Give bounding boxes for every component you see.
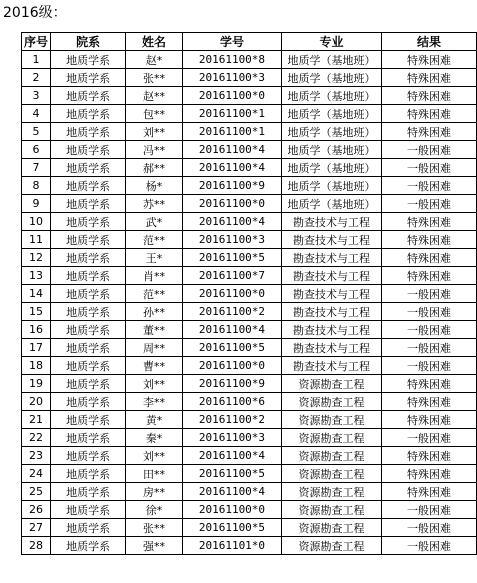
- table-row: [22, 411, 477, 429]
- cell-major: 地质学（基地班）: [282, 141, 382, 159]
- cell-result: 一般困难: [381, 339, 476, 357]
- header-student-id: 学号: [182, 33, 281, 51]
- cell-result: 一般困难: [381, 501, 476, 519]
- cell-major: 地质学（基地班）: [282, 159, 382, 177]
- cell-name: 赵**: [126, 87, 182, 105]
- cell-result: 一般困难: [381, 141, 476, 159]
- cell-student-id: 20161100*4: [182, 321, 281, 339]
- cell-result: 特殊困难: [381, 267, 476, 285]
- cell-name: 杨*: [126, 177, 182, 195]
- cell-index: 23: [22, 447, 51, 465]
- cell-index: 15: [22, 303, 51, 321]
- cell-student-id: 20161100*0: [182, 357, 281, 375]
- cell-name: 王*: [126, 249, 182, 267]
- table-row: [22, 447, 477, 465]
- cell-result: 特殊困难: [381, 213, 476, 231]
- cell-index: 17: [22, 339, 51, 357]
- cell-result: 一般困难: [381, 519, 476, 537]
- cell-department: 地质学系: [50, 195, 125, 213]
- cell-major: 勘查技术与工程: [282, 213, 382, 231]
- cell-student-id: 20161100*6: [182, 393, 281, 411]
- cell-result: 一般困难: [381, 177, 476, 195]
- cell-result: 特殊困难: [381, 105, 476, 123]
- table-row: [22, 69, 477, 87]
- table-row: [22, 267, 477, 285]
- cell-department: 地质学系: [50, 123, 125, 141]
- cell-name: 张**: [126, 519, 182, 537]
- table-row: [22, 51, 477, 69]
- header-index: 序号: [22, 33, 51, 51]
- cell-major: 资源勘查工程: [282, 465, 382, 483]
- cell-name: 武*: [126, 213, 182, 231]
- cell-major: 勘查技术与工程: [282, 303, 382, 321]
- cell-name: 李**: [126, 393, 182, 411]
- cell-index: 11: [22, 231, 51, 249]
- cell-department: 地质学系: [50, 87, 125, 105]
- cell-index: 18: [22, 357, 51, 375]
- cell-major: 资源勘查工程: [282, 429, 382, 447]
- cell-result: 一般困难: [381, 285, 476, 303]
- cell-major: 资源勘查工程: [282, 447, 382, 465]
- table-row: [22, 249, 477, 267]
- cell-major: 地质学（基地班）: [282, 177, 382, 195]
- cell-department: 地质学系: [50, 339, 125, 357]
- cell-result: 特殊困难: [381, 411, 476, 429]
- table-row: [22, 375, 477, 393]
- cell-result: 特殊困难: [381, 51, 476, 69]
- cell-index: 13: [22, 267, 51, 285]
- cell-name: 强**: [126, 537, 182, 555]
- table-row: [22, 465, 477, 483]
- cell-name: 刘**: [126, 447, 182, 465]
- cell-result: 一般困难: [381, 321, 476, 339]
- cell-result: 一般困难: [381, 537, 476, 555]
- table-row: [22, 519, 477, 537]
- cell-department: 地质学系: [50, 393, 125, 411]
- cell-student-id: 20161100*0: [182, 195, 281, 213]
- table-row: [22, 429, 477, 447]
- cell-name: 房**: [126, 483, 182, 501]
- cell-department: 地质学系: [50, 159, 125, 177]
- table-row: [22, 303, 477, 321]
- cell-student-id: 20161100*0: [182, 87, 281, 105]
- table-row: [22, 141, 477, 159]
- cell-name: 赵*: [126, 51, 182, 69]
- cell-name: 苏**: [126, 195, 182, 213]
- cell-index: 7: [22, 159, 51, 177]
- table-row: [22, 393, 477, 411]
- cell-department: 地质学系: [50, 303, 125, 321]
- cell-department: 地质学系: [50, 177, 125, 195]
- cell-name: 周**: [126, 339, 182, 357]
- table-body: [22, 51, 477, 555]
- cell-department: 地质学系: [50, 357, 125, 375]
- cell-student-id: 20161100*5: [182, 519, 281, 537]
- cell-name: 曹**: [126, 357, 182, 375]
- cell-student-id: 20161100*5: [182, 465, 281, 483]
- cell-student-id: 20161100*3: [182, 231, 281, 249]
- cell-index: 16: [22, 321, 51, 339]
- cell-major: 勘查技术与工程: [282, 321, 382, 339]
- cell-department: 地质学系: [50, 537, 125, 555]
- cell-name: 肖**: [126, 267, 182, 285]
- cell-student-id: 20161100*4: [182, 141, 281, 159]
- cell-department: 地质学系: [50, 465, 125, 483]
- cell-index: 6: [22, 141, 51, 159]
- cell-department: 地质学系: [50, 267, 125, 285]
- cell-result: 特殊困难: [381, 249, 476, 267]
- cell-result: 特殊困难: [381, 447, 476, 465]
- table-row: [22, 537, 477, 555]
- cell-department: 地质学系: [50, 411, 125, 429]
- cell-student-id: 20161101*0: [182, 537, 281, 555]
- table-header-row: [22, 33, 477, 51]
- cell-major: 勘查技术与工程: [282, 339, 382, 357]
- table-row: [22, 177, 477, 195]
- cell-name: 黄*: [126, 411, 182, 429]
- table-row: [22, 231, 477, 249]
- cell-major: 勘查技术与工程: [282, 357, 382, 375]
- cell-department: 地质学系: [50, 519, 125, 537]
- cell-student-id: 20161100*3: [182, 69, 281, 87]
- cell-major: 勘查技术与工程: [282, 231, 382, 249]
- header-department: 院系: [50, 33, 125, 51]
- cell-index: 27: [22, 519, 51, 537]
- table-row: [22, 195, 477, 213]
- cell-department: 地质学系: [50, 285, 125, 303]
- cell-name: 范**: [126, 231, 182, 249]
- header-major: 专业: [282, 33, 382, 51]
- table-row: [22, 339, 477, 357]
- cell-result: 特殊困难: [381, 465, 476, 483]
- cell-result: 特殊困难: [381, 483, 476, 501]
- cell-department: 地质学系: [50, 141, 125, 159]
- cell-student-id: 20161100*2: [182, 303, 281, 321]
- cell-department: 地质学系: [50, 69, 125, 87]
- cell-index: 24: [22, 465, 51, 483]
- cell-student-id: 20161100*8: [182, 51, 281, 69]
- cell-major: 勘查技术与工程: [282, 285, 382, 303]
- cell-result: 一般困难: [381, 357, 476, 375]
- cell-name: 张**: [126, 69, 182, 87]
- table-row: [22, 123, 477, 141]
- cell-name: 郝**: [126, 159, 182, 177]
- cell-department: 地质学系: [50, 249, 125, 267]
- table-row: [22, 321, 477, 339]
- cell-major: 勘查技术与工程: [282, 249, 382, 267]
- cell-name: 秦*: [126, 429, 182, 447]
- cell-major: 地质学（基地班）: [282, 105, 382, 123]
- cell-student-id: 20161100*9: [182, 177, 281, 195]
- cell-major: 地质学（基地班）: [282, 87, 382, 105]
- cell-major: 地质学（基地班）: [282, 69, 382, 87]
- cell-index: 12: [22, 249, 51, 267]
- cell-student-id: 20161100*4: [182, 159, 281, 177]
- cell-major: 资源勘查工程: [282, 501, 382, 519]
- header-name: 姓名: [126, 33, 182, 51]
- cell-result: 一般困难: [381, 195, 476, 213]
- cell-result: 特殊困难: [381, 87, 476, 105]
- cell-index: 9: [22, 195, 51, 213]
- table-row: [22, 105, 477, 123]
- cell-student-id: 20161100*1: [182, 105, 281, 123]
- cell-student-id: 20161100*0: [182, 285, 281, 303]
- cell-student-id: 20161100*4: [182, 447, 281, 465]
- cell-department: 地质学系: [50, 321, 125, 339]
- cell-result: 特殊困难: [381, 123, 476, 141]
- cell-major: 资源勘查工程: [282, 483, 382, 501]
- cell-index: 10: [22, 213, 51, 231]
- cell-student-id: 20161100*9: [182, 375, 281, 393]
- cell-student-id: 20161100*0: [182, 501, 281, 519]
- cell-index: 14: [22, 285, 51, 303]
- cell-name: 范**: [126, 285, 182, 303]
- cell-student-id: 20161100*4: [182, 213, 281, 231]
- cell-result: 特殊困难: [381, 375, 476, 393]
- cell-student-id: 20161100*3: [182, 429, 281, 447]
- cell-result: 特殊困难: [381, 231, 476, 249]
- cell-major: 资源勘查工程: [282, 537, 382, 555]
- cell-department: 地质学系: [50, 447, 125, 465]
- cell-department: 地质学系: [50, 231, 125, 249]
- cell-major: 地质学（基地班）: [282, 195, 382, 213]
- cell-name: 徐*: [126, 501, 182, 519]
- cell-major: 资源勘查工程: [282, 375, 382, 393]
- cell-major: 资源勘查工程: [282, 519, 382, 537]
- cell-name: 刘**: [126, 123, 182, 141]
- header-result: 结果: [381, 33, 476, 51]
- cell-student-id: 20161100*5: [182, 339, 281, 357]
- cell-name: 孙**: [126, 303, 182, 321]
- cell-index: 25: [22, 483, 51, 501]
- cell-index: 2: [22, 69, 51, 87]
- cell-index: 8: [22, 177, 51, 195]
- table-row: [22, 159, 477, 177]
- cell-student-id: 20161100*4: [182, 483, 281, 501]
- cell-index: 4: [22, 105, 51, 123]
- cell-result: 一般困难: [381, 429, 476, 447]
- cell-department: 地质学系: [50, 429, 125, 447]
- cell-index: 19: [22, 375, 51, 393]
- table-row: [22, 285, 477, 303]
- cell-major: 地质学（基地班）: [282, 123, 382, 141]
- student-table: [21, 32, 477, 555]
- cell-result: 特殊困难: [381, 393, 476, 411]
- cell-result: 特殊困难: [381, 69, 476, 87]
- cell-index: 3: [22, 87, 51, 105]
- table-row: [22, 501, 477, 519]
- cell-department: 地质学系: [50, 375, 125, 393]
- cell-major: 资源勘查工程: [282, 393, 382, 411]
- page-heading: 2016级：: [3, 5, 67, 21]
- cell-major: 地质学（基地班）: [282, 51, 382, 69]
- cell-index: 5: [22, 123, 51, 141]
- table-row: [22, 357, 477, 375]
- cell-major: 资源勘查工程: [282, 411, 382, 429]
- cell-name: 田**: [126, 465, 182, 483]
- cell-name: 刘**: [126, 375, 182, 393]
- cell-index: 1: [22, 51, 51, 69]
- cell-result: 一般困难: [381, 303, 476, 321]
- cell-department: 地质学系: [50, 501, 125, 519]
- cell-department: 地质学系: [50, 105, 125, 123]
- cell-name: 董**: [126, 321, 182, 339]
- cell-student-id: 20161100*2: [182, 411, 281, 429]
- cell-department: 地质学系: [50, 213, 125, 231]
- cell-index: 26: [22, 501, 51, 519]
- cell-name: 冯**: [126, 141, 182, 159]
- cell-major: 勘查技术与工程: [282, 267, 382, 285]
- cell-index: 22: [22, 429, 51, 447]
- cell-index: 20: [22, 393, 51, 411]
- table-row: [22, 213, 477, 231]
- cell-department: 地质学系: [50, 51, 125, 69]
- table-row: [22, 87, 477, 105]
- cell-student-id: 20161100*7: [182, 267, 281, 285]
- cell-student-id: 20161100*5: [182, 249, 281, 267]
- cell-student-id: 20161100*1: [182, 123, 281, 141]
- cell-name: 包**: [126, 105, 182, 123]
- table-row: [22, 483, 477, 501]
- cell-result: 一般困难: [381, 159, 476, 177]
- cell-index: 28: [22, 537, 51, 555]
- cell-index: 21: [22, 411, 51, 429]
- cell-department: 地质学系: [50, 483, 125, 501]
